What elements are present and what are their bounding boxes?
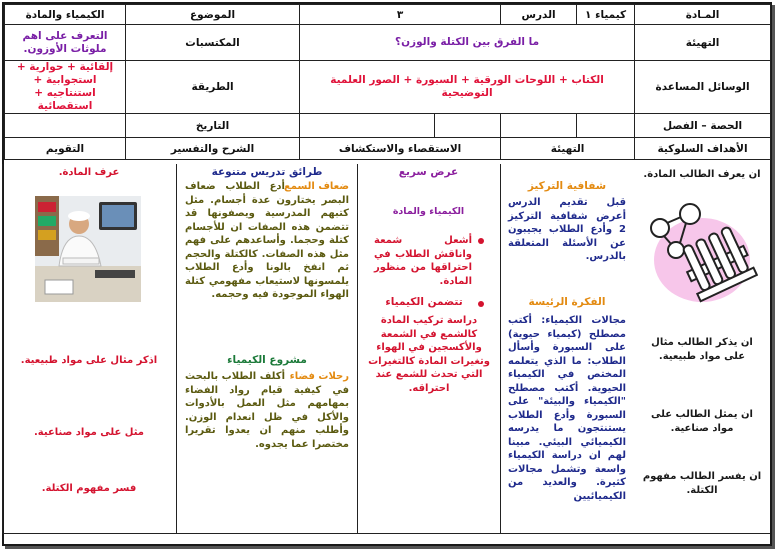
objective-3: ان يمثل الطالب على مواد صناعية. — [651, 409, 753, 434]
main-idea-text: مجالات الكيمياء: أكتب مصطلح (كيمياء حيوية) على السبورة وأسأل الطلاب: ما الذي يتعلمه المختص في الكيمياء الحيوية. أكتب مصطلح "الكيمياء والبيئة" على السبورة وأدع الطلاب يستنتجون ما يدرسه الكيميائي البيئي. مبينا لهم ان دراسة الكيمياء واسعة وتشمل مجالات كثيرة. والعديد من الكيميائيين — [508, 315, 626, 502]
period-cell-1 — [577, 114, 635, 138]
topic-value: الكيمياء والمادة — [5, 5, 126, 25]
intro-column — [500, 164, 634, 533]
col-objectives-header: الأهداف السلوكية — [635, 138, 771, 160]
eval-q4: فسر مفهوم الكتلة. — [41, 483, 137, 494]
candle-demo-text: أشعل شمعة واناقش الطلاب في احتراقها من منظور المادة. — [374, 235, 472, 287]
subject-label: المـادة — [635, 5, 771, 25]
intro-question: ما الفرق بين الكتلة والوزن؟ — [300, 25, 635, 61]
bullet-icon — [478, 238, 484, 244]
objectives-column — [634, 164, 770, 533]
period-label: الحصة – الفصل — [635, 114, 771, 138]
lesson-label: الدرس — [501, 5, 577, 25]
period-cell-2 — [501, 114, 577, 138]
subject-value: كيمياء ١ — [577, 5, 635, 25]
lesson-value: ٣ — [300, 5, 501, 25]
header-table — [4, 4, 771, 160]
focus-transparency-text: قبل تقديم الدرس أعرض شفافية التركيز 2 وأدع الطلاب يجيبون عن الأسئلة المتعلقة بالدرس. — [508, 197, 626, 262]
hearing-impaired-lead: ضعاف السمع — [283, 181, 349, 192]
aids-label: الوسائل المساعدة — [635, 61, 771, 114]
objective-2: ان يذكر الطالب مثال على مواد طبيعية. — [651, 337, 753, 362]
bullet-icon — [478, 301, 484, 307]
varied-methods-text: أدع الطلاب ضعاف البصر يختارون عدة أجسام. مثل كتبهم المدرسية ويصفونها قد تتضمن هذه الصفات ان للأجسام كتلة وحجما. وأساعدهم على فهم مثل هذه الصفات. كالكتلة والحجم ثم انفخ بالونا وأدع الطلاب يلمسونها لاستيعاب مفهومي كتلة الهواء الموجودة فيه وحجمه. — [185, 181, 349, 300]
topic-label: الموضوع — [126, 5, 300, 25]
chemistry-project-title: مشروع الكيمياء — [227, 354, 307, 366]
intro-label: التهيئة — [635, 25, 771, 61]
method-label: الطريقة — [126, 61, 300, 114]
chemistry-includes-title: تتضمن الكيمياء — [385, 296, 463, 308]
acquired-label: المكتسبات — [126, 25, 300, 61]
space-trips-lead: رحلات فضاء — [289, 371, 349, 382]
col-intro-header: التهيئة — [501, 138, 635, 160]
chemistry-matter-subtitle: الكيمياء والمادة — [392, 206, 465, 217]
aids-value: الكتاب + اللوحات الورقية + السبورة + الصور العلمية التوضيحية — [300, 61, 635, 114]
main-idea-title: الفكرة الرئيسة — [528, 296, 606, 308]
eval-q2: اذكر مثال على مواد طبيعية. — [20, 355, 158, 366]
eval-q3: مثل على مواد صناعية. — [34, 427, 144, 438]
quick-demo-title: عرض سريع — [398, 166, 459, 178]
explain-column — [176, 164, 357, 533]
eval-q1: عرف المادة. — [58, 167, 120, 178]
date-cell — [5, 114, 126, 138]
period-cell-4 — [300, 114, 435, 138]
chemistry-includes-text: دراسة تركيب المادة كالشمع في الشمعة والأكسجين في الهواء وتغيرات المادة كالتغيرات التي تحدث للشمع عند احتراقه. — [368, 315, 490, 394]
acquired-value: التعرف على اهم ملوثات الأوزون. — [5, 25, 126, 61]
method-value: إلقائية + حوارية + استجوابية + استنتاجيه + استقصائية — [5, 61, 126, 114]
col-evaluation-header: التقويم — [5, 138, 126, 160]
date-label: التاريخ — [126, 114, 300, 138]
molecule-test-tube-icon — [640, 198, 758, 310]
body-bottom-border — [2, 533, 770, 534]
evaluation-column — [2, 164, 176, 533]
chemistry-project-text: أكلف الطلاب بالبحث في كيفية قيام رواد الفضاء بمهامهم مثل العمل بالأدوات والأكل في ظل انعدام الوزن. وأطلب منهم ان يعدوا تقريرا مختصرا عما يجدوه. — [185, 371, 349, 450]
focus-transparency-title: شفافية التركيز — [527, 180, 607, 192]
period-cell-3 — [435, 114, 501, 138]
student-at-computer-photo — [35, 196, 141, 302]
objective-4: ان يفسر الطالب مفهوم الكتلة. — [642, 471, 762, 496]
objective-1: ان يعرف الطالب المادة. — [643, 169, 761, 180]
explore-column — [357, 164, 500, 533]
varied-methods-title: طرائق تدريس متنوعة — [211, 166, 323, 178]
col-explore-header: الاستقصاء والاستكشاف — [300, 138, 501, 160]
col-explain-header: الشرح والتفسير — [126, 138, 300, 160]
